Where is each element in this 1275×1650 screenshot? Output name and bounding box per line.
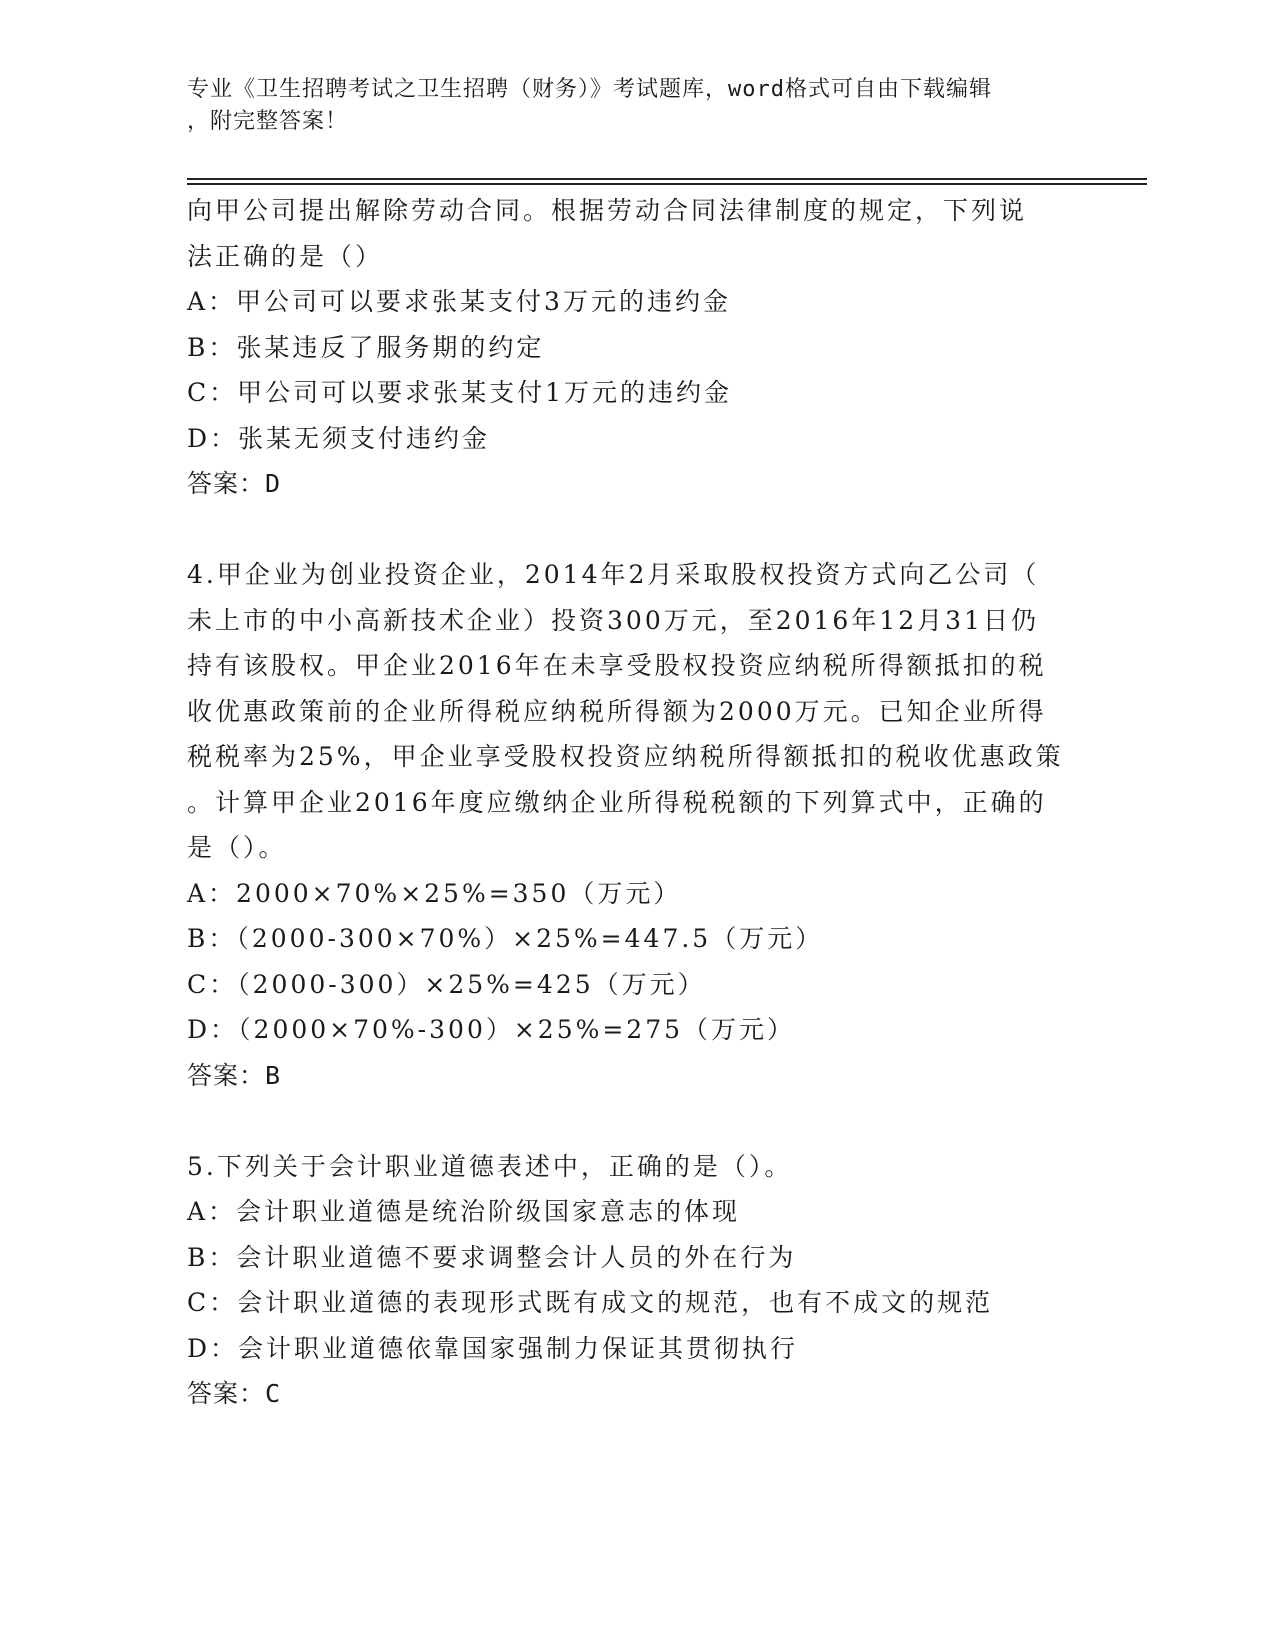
question-3 (187, 188, 1087, 507)
option-d: D：张某无须支付违约金 (187, 423, 491, 453)
question-spacer (187, 1098, 1087, 1144)
header-divider-top (187, 178, 1147, 180)
option-c: C：会计职业道德的表现形式既有成文的规范，也有不成文的规范 (187, 1288, 994, 1317)
option-c: C：甲公司可以要求张某支付1万元的违约金 (187, 378, 733, 407)
option-a: A：会计职业道德是统治阶级国家意志的体现 (187, 1197, 741, 1226)
question-stem-line: 持有该股权。甲企业2016年在未享受股权投资应纳税所得额抵扣的税 (187, 651, 1047, 680)
question-stem-line: 向甲公司提出解除劳动合同。根据劳动合同法律制度的规定，下列说 (187, 196, 1028, 225)
question-stem-line: 4.甲企业为创业投资企业，2014年2月采取股权投资方式向乙公司（ (187, 560, 1040, 589)
option-a: A：2000×70%×25%=350（万元） (187, 878, 682, 908)
header-divider-bottom (187, 183, 1147, 185)
option-c: C：（2000-300）×25%=425（万元） (187, 969, 706, 999)
option-d: D：（2000×70%-300）×25%=275（万元） (187, 1015, 796, 1044)
document-header (187, 74, 1067, 138)
header-subtitle-line: ，附完整答案！ (187, 109, 349, 134)
option-a: A：甲公司可以要求张某支付3万元的违约金 (187, 287, 731, 316)
question-stem-line: 未上市的中小高新技术企业）投资300万元，至2016年12月31日仍 (187, 605, 1039, 635)
option-b: B：张某违反了服务期的约定 (187, 332, 545, 362)
answer-line: 答案：B (187, 1060, 282, 1090)
option-d: D：会计职业道德依靠国家强制力保证其贯彻执行 (187, 1333, 799, 1363)
question-stem-line: 5.下列关于会计职业道德表述中，正确的是（）。 (187, 1151, 793, 1181)
answer-line: 答案：D (187, 469, 282, 498)
question-stem-line: 收优惠政策前的企业所得税应纳税所得额为2000万元。已知企业所得 (187, 696, 1047, 726)
question-stem-line: 法正确的是（） (187, 241, 384, 271)
question-spacer (187, 507, 1087, 553)
question-stem-line: 税税率为25%，甲企业享受股权投资应纳税所得额抵扣的税收优惠政策 (187, 742, 1064, 771)
option-b: B：（2000-300×70%）×25%=447.5（万元） (187, 924, 824, 953)
answer-line: 答案：C (187, 1379, 282, 1408)
question-stem-line: 。计算甲企业2016年度应缴纳企业所得税税额的下列算式中，正确的 (187, 787, 1047, 817)
question-list (187, 188, 1087, 1417)
option-b: B：会计职业道德不要求调整会计人员的外在行为 (187, 1242, 797, 1272)
question-stem-line: 是（）。 (187, 833, 287, 862)
question-4 (187, 552, 1087, 1098)
question-5 (187, 1144, 1087, 1417)
header-title-line: 专业《卫生招聘考试之卫生招聘（财务）》考试题库，word格式可自由下载编辑 (187, 77, 992, 102)
